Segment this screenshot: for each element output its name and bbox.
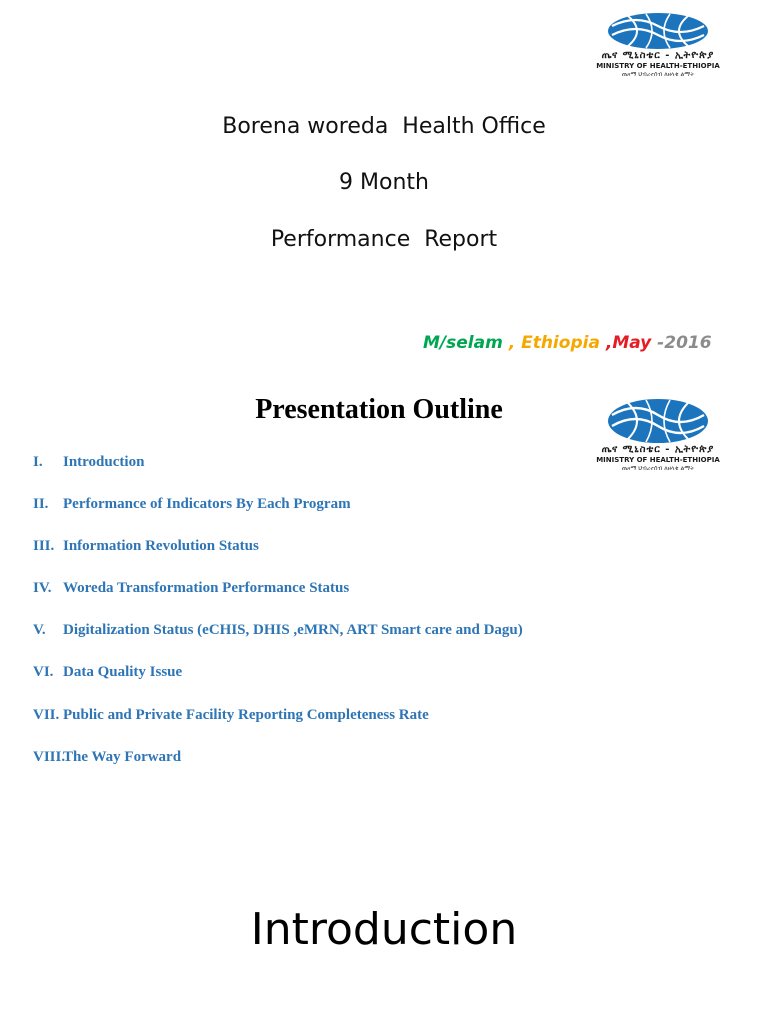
dateline-year: -2016 xyxy=(651,333,712,353)
outline-item-text: Performance of Indicators By Each Program xyxy=(63,496,351,513)
ministry-of-health-emblem-icon xyxy=(606,398,710,444)
outline-item-number: IV. xyxy=(33,580,52,597)
logo-tagline: ጤናማ ህብረተሰብ ለዘላቂ ልማት xyxy=(621,71,695,78)
outline-item-number: VIII. xyxy=(33,748,66,765)
outline-item-number: III. xyxy=(33,538,55,555)
outline-item-text: Introduction xyxy=(63,454,145,470)
report-title-line-1: Borena woreda Health Office xyxy=(222,114,546,139)
outline-item-text: Data Quality Issue xyxy=(63,664,183,681)
dateline-sep-2: , xyxy=(599,333,613,353)
outline-slide xyxy=(0,380,768,800)
title-slide xyxy=(0,0,768,380)
outline-item-number: VI. xyxy=(33,664,54,681)
place-date-line xyxy=(423,333,712,353)
report-title-line-3: Performance Report xyxy=(270,227,498,252)
dateline-sep-1: , xyxy=(502,333,522,353)
outline-item-text: Information Revolution Status xyxy=(63,538,259,555)
outline-item-text: Woreda Transformation Performance Status xyxy=(63,580,350,597)
outline-item-number: V. xyxy=(33,622,46,639)
introduction-slide xyxy=(0,860,768,1024)
logo-amharic-text: ጤና ሚኒስቴር - ኢትዮጵያ xyxy=(601,50,715,61)
ministry-of-health-emblem-icon xyxy=(606,12,710,50)
outline-item-number: VII. xyxy=(33,706,60,723)
logo-amharic-text: ጤና ሚኒስቴር - ኢትዮጵያ xyxy=(601,444,715,455)
outline-item-text: The Way Forward xyxy=(63,748,182,765)
ministry-logo xyxy=(566,10,750,78)
outline-item-text: Digitalization Status (eCHIS, DHIS ,eMRN, ART Smart care and Dagu) xyxy=(63,622,523,639)
report-title-line-2: 9 Month xyxy=(339,170,429,195)
logo-english-text: MINISTRY OF HEALTH-ETHIOPIA xyxy=(596,456,720,464)
outline-title: Presentation Outline xyxy=(255,394,503,425)
dateline-place: M/selam xyxy=(423,333,503,353)
outline-item-number: I. xyxy=(33,454,43,470)
logo-english-text: MINISTRY OF HEALTH-ETHIOPIA xyxy=(596,62,720,70)
dateline-month: May xyxy=(612,333,652,353)
introduction-title: Introduction xyxy=(250,904,518,955)
logo-tagline: ጤናማ ህብረተሰብ ለዘላቂ ልማት xyxy=(621,465,695,472)
outline-item-number: II. xyxy=(33,496,49,513)
dateline-country: Ethiopia xyxy=(521,333,600,353)
ministry-logo xyxy=(566,394,750,478)
outline-item-text: Public and Private Facility Reporting Completeness Rate xyxy=(63,706,429,723)
